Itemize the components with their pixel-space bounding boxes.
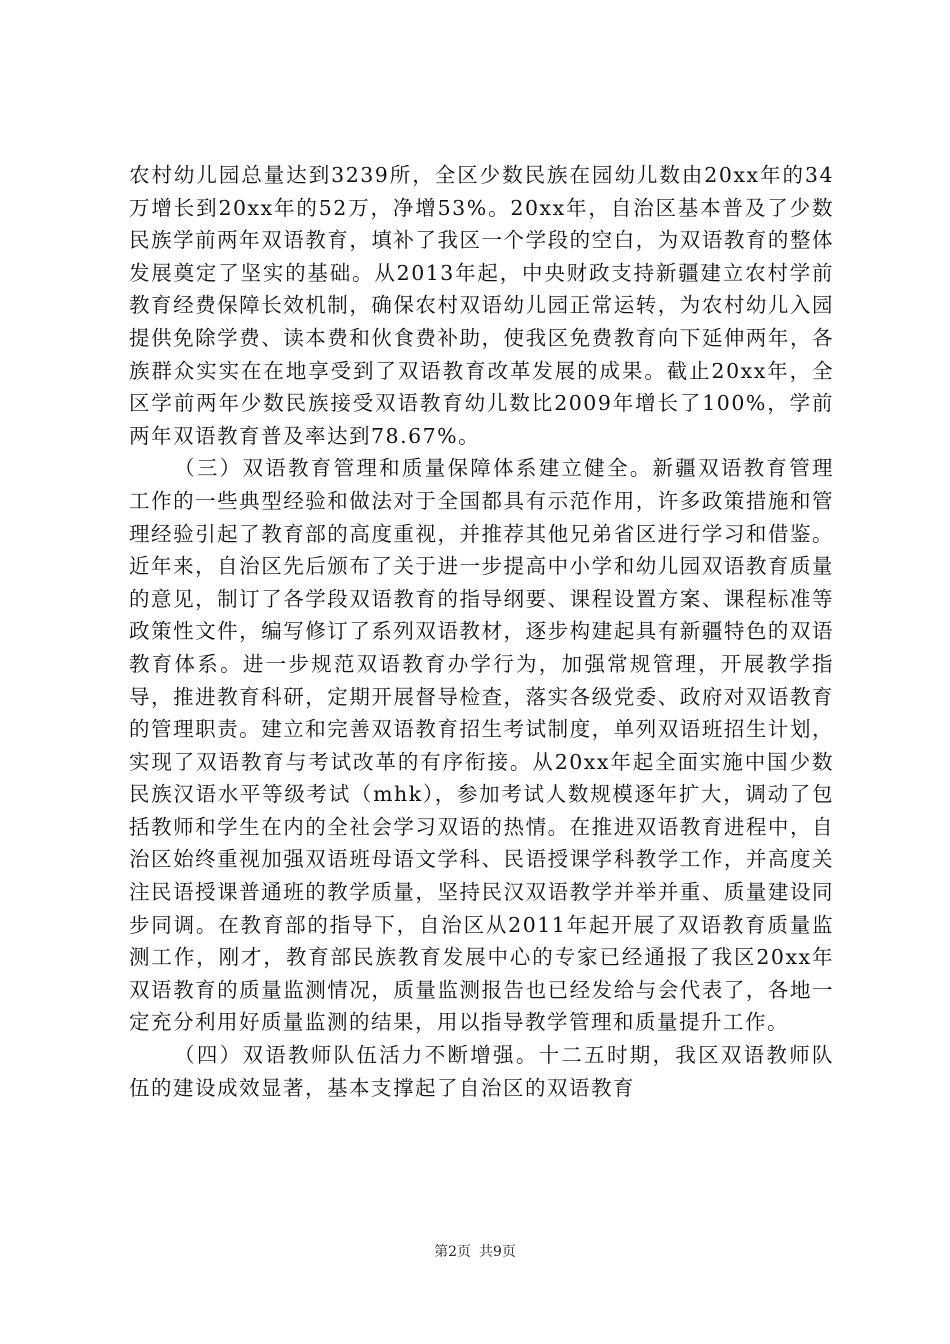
paragraph-management-quality: （三）双语教育管理和质量保障体系建立健全。新疆双语教育管理工作的一些典型经验和做法对于全国都具有示范作用，许多政策措施和管理经验引起了教育部的高度重视，并推荐其他兄弟省区进行学习和借鉴。近年来，自治区先后颁布了关于进一步提高中小学和幼儿园双语教育质量的意见，制订了各学段双语教育的指导纲要、课程设置方案、课程标准等政策性文件，编写修订了系列双语教材，逐步构建起具有新疆特色的双语教育体系。进一步规范双语教育办学行为，加强常规管理，开展教学指导，推进教育科研，定期开展督导检查，落实各级党委、政府对双语教育的管理职责。建立和完善双语教育招生考试制度，单列双语班招生计划，实现了双语教育与考试改革的有序衔接。从20xx年起全面实施中国少数民族汉语水平等级考试（mhk），参加考试人数规模逐年扩大，调动了包括教师和学生在内的全社会学习双语的热情。在推进双语教育进程中，自治区始终重视加强双语班母语文学科、民语授课学科教学工作，并高度关注民语授课普通班的教学质量，坚持民汉双语教学并举并重、质量建设同步同调。在教育部的指导下，自治区从2011年起开展了双语教育质量监测工作，刚才，教育部民族教育发展中心的专家已经通报了我区20xx年双语教育的质量监测情况，质量监测报告也已经发给与会代表了，各地一定充分利用好质量监测的结果，用以指导教学管理和质量提升工作。 xyxy=(129,456,834,1035)
paragraph-teacher-team: （四）双语教师队伍活力不断增强。十二五时期，我区双语教师队伍的建设成效显著，基本支撑起了自治区的双语教育 xyxy=(129,1043,834,1100)
page-total: 共9页 xyxy=(479,1244,516,1260)
paragraph-preschool-growth: 农村幼儿园总量达到3239所，全区少数民族在园幼儿数由20xx年的34万增长到20xx年的52万，净增53%。20xx年，自治区基本普及了少数民族学前两年双语教育，填补了我区一个学段的空白，为双语教育的整体发展奠定了坚实的基础。从2013年起，中央财政支持新疆建立农村学前教育经费保障长效机制，确保农村双语幼儿园正常运转，为农村幼儿入园提供免除学费、读本费和伙食费补助，使我区免费教育向下延伸两年，各族群众实实在在地享受到了双语教育改革发展的成果。截止20xx年，全区学前两年少数民族接受双语教育幼儿数比2009年增长了100%，学前两年双语教育普及率达到78.67%。 xyxy=(129,163,834,448)
document-body xyxy=(129,159,834,1104)
page-footer xyxy=(0,1241,950,1261)
page-number: 第2页 xyxy=(434,1244,471,1260)
